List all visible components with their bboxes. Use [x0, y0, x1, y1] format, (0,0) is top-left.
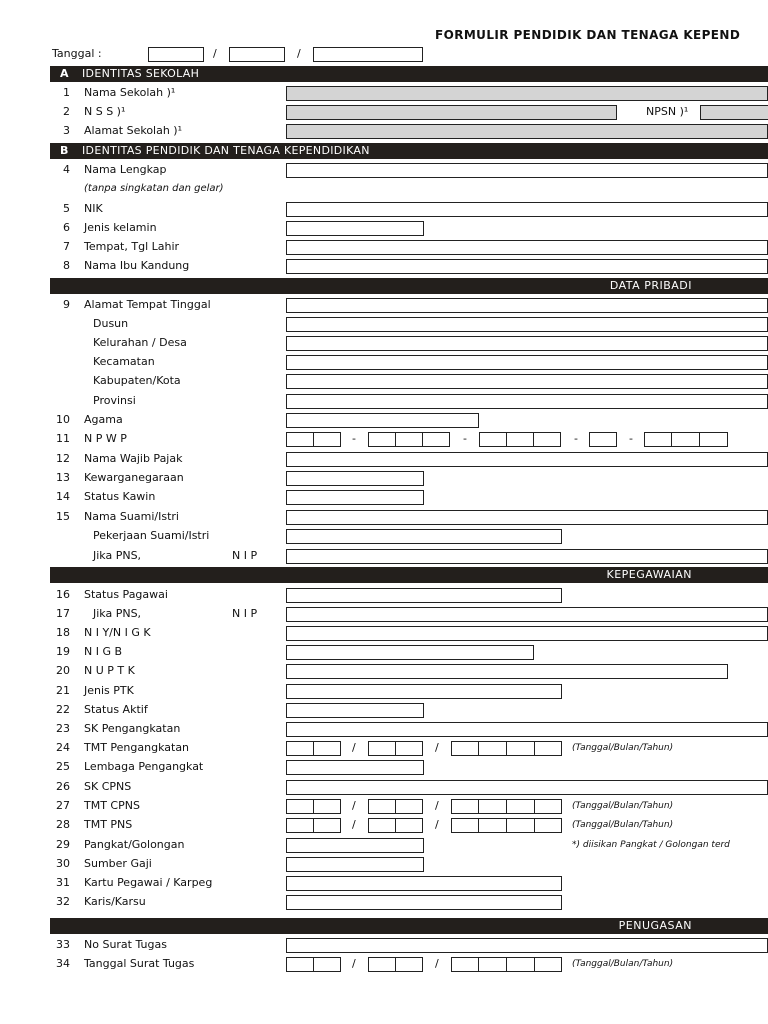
field-label-wajib-pajak: Nama Wajib Pajak — [84, 452, 183, 465]
nama-suami-istri-field[interactable] — [286, 510, 768, 525]
row-number: 7 — [63, 240, 70, 253]
row-number: 4 — [63, 163, 70, 176]
day-digit-field[interactable] — [313, 818, 341, 833]
field-label-jika-pns: Jika PNS, — [93, 607, 142, 620]
month-digit-field[interactable] — [395, 957, 423, 972]
field-label-tmt-cpns: TMT CPNS — [84, 799, 140, 812]
row-number: 31 — [56, 876, 70, 889]
agama-field[interactable] — [286, 413, 479, 428]
no-surat-tugas-field[interactable] — [286, 938, 768, 953]
row-number: 9 — [63, 298, 70, 311]
npwp-digit-field[interactable] — [644, 432, 672, 447]
field-label-sk-pengangkatan: SK Pengangkatan — [84, 722, 181, 735]
nip-suami-istri-field[interactable] — [286, 549, 768, 564]
npwp-separator: - — [574, 432, 578, 445]
section-title: PENUGASAN — [618, 919, 692, 932]
row-number: 22 — [56, 703, 70, 716]
row-number: 1 — [63, 86, 70, 99]
row-number: 11 — [56, 432, 70, 445]
sk-cpns-field[interactable] — [286, 780, 768, 795]
npwp-digit-field[interactable] — [589, 432, 617, 447]
field-label-tempat-tgl-lahir: Tempat, Tgl Lahir — [84, 240, 180, 253]
day-digit-field[interactable] — [313, 799, 341, 814]
section-title: IDENTITAS SEKOLAH — [82, 67, 200, 80]
date-format-hint: (Tanggal/Bulan/Tahun) — [572, 820, 674, 830]
row-number: 16 — [56, 588, 70, 601]
tanggal-day-field[interactable] — [148, 47, 204, 62]
kecamatan-field[interactable] — [286, 355, 768, 370]
npwp-digit-field[interactable] — [313, 432, 341, 447]
date-separator: / — [352, 741, 356, 754]
npwp-digit-field[interactable] — [479, 432, 507, 447]
data-pribadi-header — [50, 278, 768, 294]
row-number: 5 — [63, 202, 70, 215]
date-format-hint: (Tanggal/Bulan/Tahun) — [572, 801, 674, 811]
field-label-karpeg: Kartu Pegawai / Karpeg — [84, 876, 213, 889]
field-label-tanggal-surat-tugas: Tanggal Surat Tugas — [84, 957, 195, 970]
wajib-pajak-field[interactable] — [286, 452, 768, 467]
field-label-nigb: N I G B — [84, 645, 123, 658]
npwp-digit-field[interactable] — [395, 432, 423, 447]
year-digit-field[interactable] — [478, 818, 507, 833]
field-label-jika-pns: Jika PNS, — [93, 549, 142, 562]
npwp-digit-field[interactable] — [368, 432, 396, 447]
row-number: 24 — [56, 741, 70, 754]
nss-field[interactable] — [286, 105, 617, 120]
date-separator: / — [297, 47, 301, 60]
month-digit-field[interactable] — [368, 818, 396, 833]
field-label-jenis-kelamin: Jenis kelamin — [84, 221, 157, 234]
date-separator: / — [435, 799, 439, 812]
date-format-hint: (Tanggal/Bulan/Tahun) — [572, 959, 674, 969]
year-digit-field[interactable] — [451, 799, 479, 814]
pangkat-note: *) diisikan Pangkat / Golongan terd — [572, 840, 730, 850]
field-label-tmt-pengangkatan: TMT Pengangkatan — [84, 741, 190, 754]
alamat-sekolah-field[interactable] — [286, 124, 768, 139]
sumber-gaji-field[interactable] — [286, 857, 424, 872]
row-number: 10 — [56, 413, 70, 426]
year-digit-field[interactable] — [534, 799, 562, 814]
nip-label: N I P — [232, 549, 258, 562]
field-label-npwp: N P W P — [84, 432, 127, 445]
npwp-digit-field[interactable] — [533, 432, 561, 447]
nama-lengkap-hint: (tanpa singkatan dan gelar) — [84, 183, 224, 194]
npsn-field[interactable] — [700, 105, 768, 120]
field-label-nama-suami-istri: Nama Suami/Istri — [84, 510, 179, 523]
lembaga-pengangkat-field[interactable] — [286, 760, 424, 775]
field-label-status-kawin: Status Kawin — [84, 490, 156, 503]
nip-label: N I P — [232, 607, 258, 620]
field-label-niy-nigk: N I Y/N I G K — [84, 626, 151, 639]
provinsi-field[interactable] — [286, 394, 768, 409]
field-label-nuptk: N U P T K — [84, 664, 135, 677]
jenis-kelamin-field[interactable] — [286, 221, 424, 236]
row-number: 18 — [56, 626, 70, 639]
field-label-tmt-pns: TMT PNS — [84, 818, 133, 831]
section-code: B — [60, 144, 69, 157]
row-number: 17 — [56, 607, 70, 620]
year-digit-field[interactable] — [506, 957, 535, 972]
field-label-agama: Agama — [84, 413, 123, 426]
tanggal-month-field[interactable] — [229, 47, 285, 62]
year-digit-field[interactable] — [478, 957, 507, 972]
kelurahan-field[interactable] — [286, 336, 768, 351]
row-number: 25 — [56, 760, 70, 773]
row-number: 12 — [56, 452, 70, 465]
day-digit-field[interactable] — [313, 957, 341, 972]
field-label-sk-cpns: SK CPNS — [84, 780, 132, 793]
month-digit-field[interactable] — [395, 799, 423, 814]
date-format-hint: (Tanggal/Bulan/Tahun) — [572, 743, 674, 753]
row-number: 26 — [56, 780, 70, 793]
npwp-digit-field[interactable] — [286, 432, 314, 447]
npwp-digit-field[interactable] — [422, 432, 450, 447]
year-digit-field[interactable] — [534, 957, 562, 972]
section-title: IDENTITAS PENDIDIK DAN TENAGA KEPENDIDIKAN — [82, 144, 370, 157]
penugasan-header — [50, 918, 768, 934]
alamat-field[interactable] — [286, 298, 768, 313]
section-b-header — [50, 143, 768, 159]
row-number: 30 — [56, 857, 70, 870]
field-label-kabupaten: Kabupaten/Kota — [93, 374, 181, 387]
year-digit-field[interactable] — [534, 818, 562, 833]
year-digit-field[interactable] — [506, 741, 535, 756]
npwp-separator: - — [629, 432, 633, 445]
day-digit-field[interactable] — [286, 818, 314, 833]
npwp-digit-field[interactable] — [671, 432, 700, 447]
field-label-alamat-sekolah: Alamat Sekolah )¹ — [84, 124, 183, 137]
row-number: 34 — [56, 957, 70, 970]
field-label-lembaga-pengangkat: Lembaga Pengangkat — [84, 760, 204, 773]
date-separator: / — [352, 957, 356, 970]
field-label-alamat: Alamat Tempat Tinggal — [84, 298, 211, 311]
section-a-header — [50, 66, 768, 82]
kewarganegaraan-field[interactable] — [286, 471, 424, 486]
row-number: 14 — [56, 490, 70, 503]
nuptk-field[interactable] — [286, 664, 728, 679]
kepegawaian-header — [50, 567, 768, 583]
field-label-pangkat-golongan: Pangkat/Golongan — [84, 838, 185, 851]
day-digit-field[interactable] — [286, 741, 314, 756]
year-digit-field[interactable] — [534, 741, 562, 756]
year-digit-field[interactable] — [451, 957, 479, 972]
field-label-kewarganegaraan: Kewarganegaraan — [84, 471, 184, 484]
year-digit-field[interactable] — [478, 799, 507, 814]
npwp-separator: - — [352, 432, 356, 445]
sk-pengangkatan-field[interactable] — [286, 722, 768, 737]
field-label-sumber-gaji: Sumber Gaji — [84, 857, 152, 870]
nik-field[interactable] — [286, 202, 768, 217]
month-digit-field[interactable] — [395, 818, 423, 833]
row-number: 20 — [56, 664, 70, 677]
tempat-tgl-lahir-field[interactable] — [286, 240, 768, 255]
month-digit-field[interactable] — [368, 957, 396, 972]
row-number: 13 — [56, 471, 70, 484]
field-label-provinsi: Provinsi — [93, 394, 136, 407]
month-digit-field[interactable] — [368, 741, 396, 756]
field-label-nik: NIK — [84, 202, 103, 215]
row-number: 2 — [63, 105, 70, 118]
pekerjaan-suami-istri-field[interactable] — [286, 529, 562, 544]
field-label-status-aktif: Status Aktif — [84, 703, 148, 716]
npsn-label: NPSN )¹ — [646, 105, 689, 118]
nigb-field[interactable] — [286, 645, 534, 660]
niy-nigk-field[interactable] — [286, 626, 768, 641]
row-number: 19 — [56, 645, 70, 658]
field-label-nss: N S S )¹ — [84, 105, 126, 118]
month-digit-field[interactable] — [395, 741, 423, 756]
field-label-status-pegawai: Status Pagawai — [84, 588, 168, 601]
row-number: 28 — [56, 818, 70, 831]
field-label-pekerjaan-suami-istri: Pekerjaan Suami/Istri — [93, 529, 210, 542]
year-digit-field[interactable] — [478, 741, 507, 756]
karis-karsu-field[interactable] — [286, 895, 562, 910]
row-number: 15 — [56, 510, 70, 523]
date-separator: / — [213, 47, 217, 60]
tanggal-year-field[interactable] — [313, 47, 423, 62]
section-code: A — [60, 67, 69, 80]
year-digit-field[interactable] — [451, 741, 479, 756]
year-digit-field[interactable] — [506, 799, 535, 814]
year-digit-field[interactable] — [451, 818, 479, 833]
npwp-digit-field[interactable] — [506, 432, 534, 447]
row-number: 32 — [56, 895, 70, 908]
day-digit-field[interactable] — [313, 741, 341, 756]
date-separator: / — [352, 818, 356, 831]
row-number: 27 — [56, 799, 70, 812]
section-title: DATA PRIBADI — [609, 279, 692, 292]
day-digit-field[interactable] — [286, 799, 314, 814]
form-title: FORMULIR PENDIDIK DAN TENAGA KEPEND — [435, 28, 741, 42]
date-separator: / — [435, 818, 439, 831]
field-label-karis-karsu: Karis/Karsu — [84, 895, 146, 908]
field-label-dusun: Dusun — [93, 317, 129, 330]
field-label-no-surat-tugas: No Surat Tugas — [84, 938, 167, 951]
status-aktif-field[interactable] — [286, 703, 424, 718]
status-pegawai-field[interactable] — [286, 588, 562, 603]
jenis-ptk-field[interactable] — [286, 684, 562, 699]
month-digit-field[interactable] — [368, 799, 396, 814]
row-number: 21 — [56, 684, 70, 697]
field-label-nama-lengkap: Nama Lengkap — [84, 163, 167, 176]
row-number: 33 — [56, 938, 70, 951]
field-label-nama-sekolah: Nama Sekolah )¹ — [84, 86, 176, 99]
row-number: 23 — [56, 722, 70, 735]
nama-lengkap-field[interactable] — [286, 163, 768, 178]
field-label-kelurahan: Kelurahan / Desa — [93, 336, 187, 349]
kabupaten-field[interactable] — [286, 374, 768, 389]
status-kawin-field[interactable] — [286, 490, 424, 505]
day-digit-field[interactable] — [286, 957, 314, 972]
dusun-field[interactable] — [286, 317, 768, 332]
row-number: 29 — [56, 838, 70, 851]
nama-sekolah-field[interactable] — [286, 86, 768, 101]
nama-ibu-field[interactable] — [286, 259, 768, 274]
npwp-separator: - — [463, 432, 467, 445]
field-label-jenis-ptk: Jenis PTK — [84, 684, 134, 697]
section-title: KEPEGAWAIAN — [606, 568, 692, 581]
field-label-nama-ibu: Nama Ibu Kandung — [84, 259, 190, 272]
row-number: 8 — [63, 259, 70, 272]
nip-field[interactable] — [286, 607, 768, 622]
npwp-digit-field[interactable] — [699, 432, 728, 447]
pangkat-golongan-field[interactable] — [286, 838, 424, 853]
field-label-kecamatan: Kecamatan — [93, 355, 155, 368]
date-separator: / — [435, 957, 439, 970]
date-separator: / — [435, 741, 439, 754]
tanggal-label: Tanggal : — [52, 47, 102, 60]
date-separator: / — [352, 799, 356, 812]
karpeg-field[interactable] — [286, 876, 562, 891]
row-number: 3 — [63, 124, 70, 137]
year-digit-field[interactable] — [506, 818, 535, 833]
row-number: 6 — [63, 221, 70, 234]
